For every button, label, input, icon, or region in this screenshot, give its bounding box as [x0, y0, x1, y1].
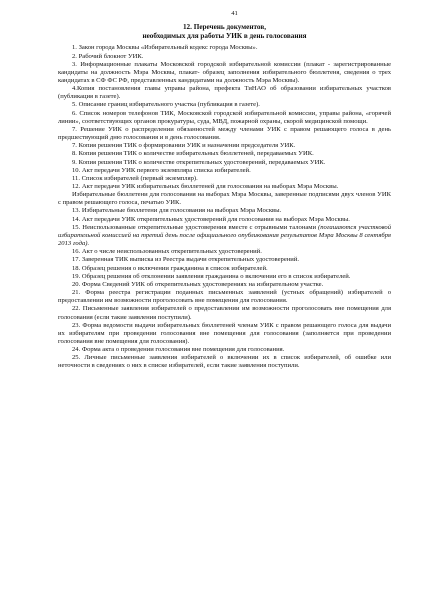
list-item: 14. Акт передачи УИК открепительных удостоверений для голосования на выборах Мэра Москвы.	[72, 215, 350, 223]
list-item: 2. Рабочий блокнот УИК.	[72, 52, 144, 60]
list-item: 21. Форма реестра регистрации поданных письменных заявлений (устных обращений) избирателей о предоставлении им возможности проголосовать вне помещения для голосования.	[58, 289, 391, 305]
list-item: 3. Информационные плакаты Московской городской избирательной комиссии (плакат - зарегистрированные кандидаты на должность Мэра Москвы, плакат- образец заполнения избирательного бюллетеня, сведения о трех кандидатах в СФ ФС РФ, представленных кандидатами на должность Мэра Москвы).	[58, 60, 391, 84]
list-item-15-note: (погашаются участковой избирательной комиссией на третий день после официального опубликования результатов Мэра Москвы 8 сентября 2013 года).	[58, 223, 392, 248]
list-item: 17. Заверенная ТИК выписка из Реестра выдачи открепительных удостоверений.	[72, 256, 300, 264]
list-item: 23. Форма ведомости выдачи избирательных бюллетеней членам УИК с правом решающего голоса для выдачи их избирателям при проведении голосования вне помещения для голосования (заполняется при проведении голосования вне помещения для голосования).	[58, 321, 391, 345]
list-item: 20. Форма Сведений УИК об открепительных удостоверениях на избирательном участке.	[72, 280, 324, 288]
documents-list	[58, 44, 391, 370]
list-item: 10. Акт передачи УИК первого экземпляра списка избирателей.	[72, 166, 251, 174]
list-item: 4.Копия постановления главы управы района, префекта ТиНАО об образовании избирательных участков (публикация в газете).	[58, 85, 391, 101]
list-item: 13. Избирательные бюллетени для голосования на выборах Мэра Москвы.	[72, 207, 282, 215]
list-item: 25. Личные письменные заявления избирателей о включении их в список избирателей, об ошибке или неточности в сведениях о них в списке избирателей, если такие заявления поступили.	[58, 354, 391, 370]
section-title	[58, 23, 391, 40]
list-item: 7. Копия решения ТИК о формировании УИК и назначении председателя УИК.	[72, 142, 296, 150]
section-title-line-1: 12. Перечень документов,	[182, 23, 267, 32]
list-item: 12. Акт передачи УИК избирательных бюллетеней для голосования на выборах Мэра Москвы.	[72, 183, 339, 190]
list-item: 9. Копия решения ТИК о количестве открепительных удостоверений, передаваемых УИК.	[72, 158, 326, 166]
page-number: 41	[231, 10, 238, 17]
list-item: 8. Копия решения ТИК о количестве избирательных бюллетеней, передаваемых УИК.	[72, 150, 314, 158]
list-item: 18. Образец решения о включении гражданина в список избирателей.	[72, 264, 268, 272]
list-item: 16. Акт о числе неиспользованных открепительных удостоверений.	[72, 248, 262, 256]
list-item: 22. Письменные заявления избирателей о предоставлении им возможности проголосовать вне помещения для голосования (если такие заявления поступили).	[58, 305, 391, 321]
list-item: 11. Список избирателей (первый экземпляр).	[72, 174, 198, 182]
list-item-15	[58, 224, 391, 248]
list-item: Избирательные бюллетени для голосования на выборах Мэра Москвы, заверенные подписями двух членов УИК с правом решающего голоса, печатью УИК.	[58, 191, 391, 207]
list-item-15-text: 15. Неиспользованные открепительные удостоверения вместе с отрывными талонами	[72, 223, 316, 231]
list-item: 24. Форма акта о проведении голосования вне помещения для голосования.	[72, 346, 285, 354]
list-item: 1. Закон города Москвы «Избирательный кодекс города Москвы».	[72, 44, 258, 52]
list-item: 19. Образец решения об отклонении заявления гражданина о включении его в список избирателей.	[72, 272, 351, 280]
list-item: 5. Описание границ избирательного участка (публикация в газете).	[72, 101, 260, 109]
section-title-line-2: необходимых для работы УИК в день голосования	[142, 31, 307, 40]
list-item: 6. Список номеров телефонов ТИК, Московской городской избирательной комиссии, управы района, «горячей линии», соответствующих органов прокуратуры, суда, МВД, пожарной охраны, скорой медицинской помощи.	[58, 109, 391, 125]
list-item: 7. Решение УИК о распределении обязанностей между членами УИК с правом решающего голоса в день предшествующий дню голосования и в день голосования.	[58, 125, 391, 142]
